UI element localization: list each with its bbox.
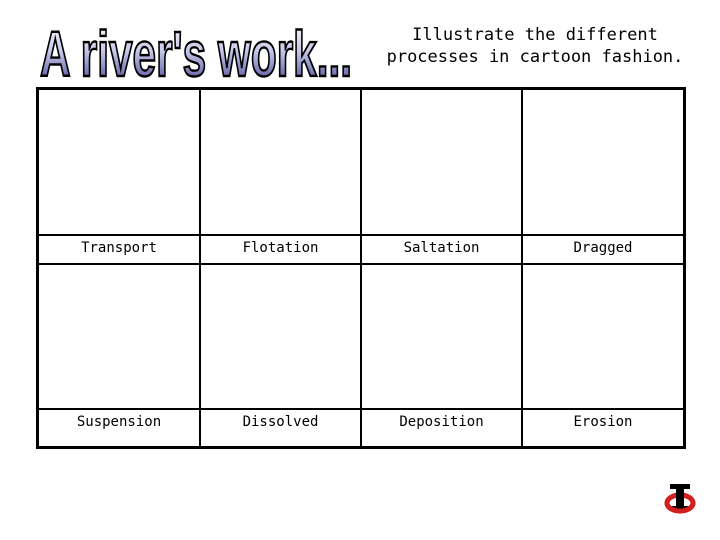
page-title bbox=[36, 14, 356, 86]
instructions-text: Illustrate the different processes in cartoon fashion. bbox=[386, 25, 684, 67]
cell-label-transport: Transport bbox=[81, 240, 157, 256]
column-divider bbox=[521, 90, 523, 446]
cell-label-flotation: Flotation bbox=[242, 240, 319, 256]
cell-label-dissolved: Dissolved bbox=[242, 414, 319, 430]
cell-label-deposition: Deposition bbox=[399, 414, 484, 430]
cell-label-dragged: Dragged bbox=[573, 240, 633, 256]
process-grid bbox=[36, 87, 686, 449]
cell-label-suspension: Suspension bbox=[76, 414, 162, 430]
page-title-text: A river's work... bbox=[40, 18, 352, 86]
cell-label-erosion: Erosion bbox=[573, 414, 633, 430]
column-divider bbox=[199, 90, 201, 446]
column-divider bbox=[360, 90, 362, 446]
row-divider bbox=[39, 234, 683, 236]
row-divider bbox=[39, 263, 683, 265]
cell-label-saltation: Saltation bbox=[403, 240, 480, 256]
row-divider bbox=[39, 408, 683, 410]
logo-icon bbox=[663, 478, 697, 514]
